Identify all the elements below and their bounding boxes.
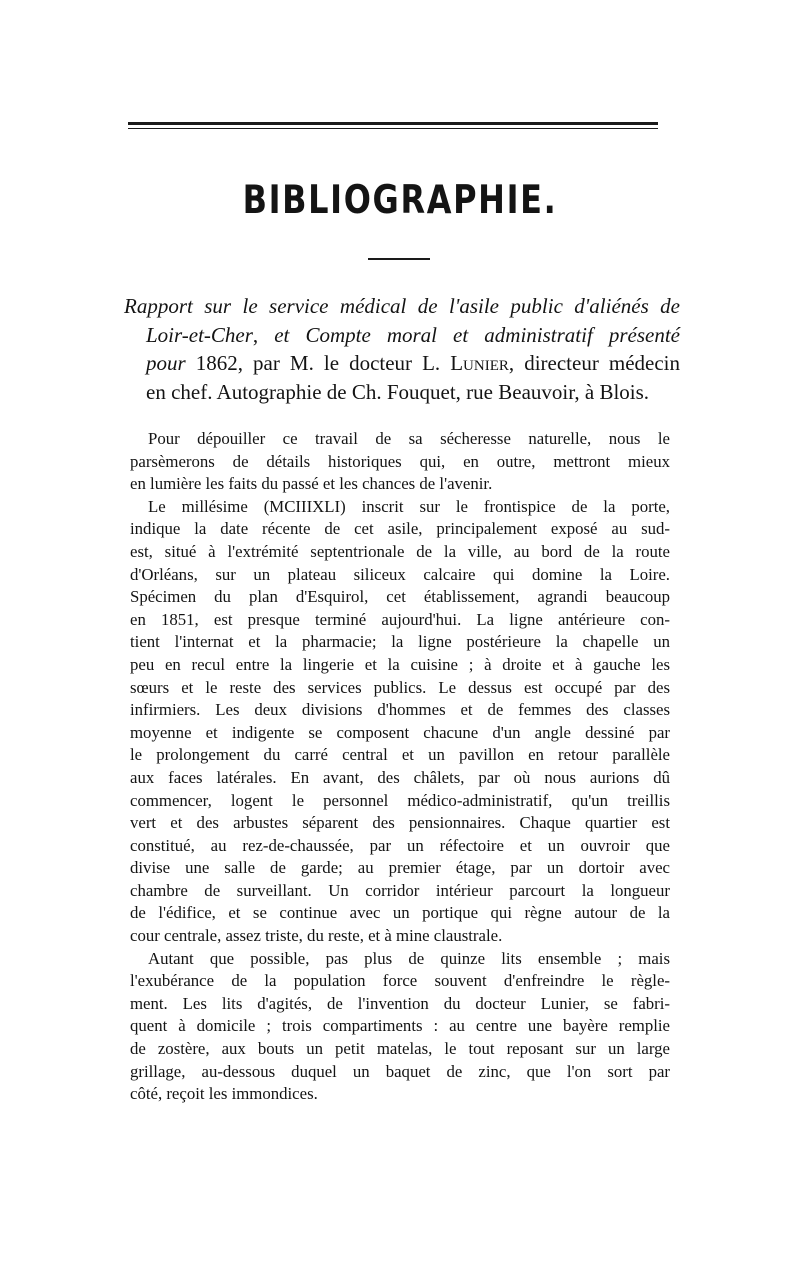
- entry-text: pour: [146, 351, 186, 375]
- text-line: moyenne et indigente se composent chacune d'un angle dessiné par: [130, 722, 670, 742]
- text-line: sœurs et le reste des services publics. Le dessus est occupé par des: [130, 677, 670, 697]
- text-line: infirmiers. Les deux divisions d'hommes et de femmes des classes: [130, 700, 670, 720]
- text-line: parsèmerons de détails historiques qui, en outre, mettront mieux: [130, 451, 670, 471]
- entry-text: 1862, par M. le docteur L.: [185, 351, 451, 375]
- entry-text: Lunier: [450, 351, 509, 375]
- text-line: tient l'internat et la pharmacie; la ligne postérieure la chapelle un: [130, 632, 670, 652]
- text-line: en 1851, est presque terminé aujourd'hui. La ligne antérieure con-: [130, 609, 670, 629]
- top-rule: [128, 122, 658, 125]
- entry-line: [124, 349, 680, 378]
- entry-text: , directeur médecin: [508, 351, 680, 375]
- text-line: chambre de surveillant. Un corridor intérieur parcourt la longueur: [130, 880, 670, 900]
- text-line: divise une salle de garde; au premier étage, par un dortoir avec: [130, 858, 670, 878]
- text-line: l'exubérance de la population force souvent d'enfreindre le règle-: [130, 971, 670, 991]
- entry-line: [124, 292, 680, 321]
- paragraph: [130, 948, 670, 1106]
- text-line: le prolongement du carré central et un pavillon en retour parallèle: [130, 745, 670, 765]
- entry-text: en chef. Autographie de Ch. Fouquet, rue Beauvoir, à Blois.: [146, 379, 650, 404]
- body-text: [130, 428, 670, 1106]
- text-line: peu en recul entre la lingerie et la cuisine ; à droite et à gauche les: [130, 654, 670, 674]
- entry-line: [124, 321, 680, 350]
- bibliographic-entry: [124, 292, 680, 406]
- text-line: de zostère, aux bouts un petit matelas, le tout reposant sur un large: [130, 1039, 670, 1059]
- text-line: en lumière les faits du passé et les chances de l'avenir.: [130, 474, 493, 494]
- paragraph: [130, 496, 670, 948]
- text-line: indique la date récente de cet asile, principalement exposé au sud-: [130, 519, 670, 539]
- text-line: cour centrale, assez triste, du reste, et à mine claustrale.: [130, 926, 503, 946]
- text-line: ment. Les lits d'agités, de l'invention du docteur Lunier, se fabri-: [130, 993, 670, 1013]
- title-divider: [368, 258, 430, 260]
- text-line: Spécimen du plan d'Esquirol, cet établissement, agrandi beaucoup: [130, 587, 670, 607]
- text-line: grillage, au-dessous duquel un baquet de zinc, que l'on sort par: [130, 1061, 670, 1081]
- entry-text: Loir-et-Cher: [146, 322, 253, 347]
- text-line: Le millésime (MCIIIXLI) inscrit sur le frontispice de la porte,: [148, 496, 670, 516]
- entry-line: [124, 378, 680, 407]
- text-line: aux faces latérales. En avant, des châlets, par où nous aurions dû: [130, 767, 670, 787]
- text-line: vert et des arbustes séparent des pensionnaires. Chaque quartier est: [130, 813, 670, 833]
- entry-text: ,: [252, 322, 275, 347]
- text-line: constitué, au rez-de-chaussée, par un réfectoire et un ouvroir que: [130, 835, 670, 855]
- entry-text: Rapport sur le service médical de l'asile public d'aliénés de: [124, 294, 680, 318]
- text-line: commencer, logent le personnel médico-administratif, qu'un treillis: [130, 790, 670, 810]
- entry-text: et Compte moral et administratif présenté: [274, 322, 680, 347]
- text-line: Autant que possible, pas plus de quinze lits ensemble ; mais: [148, 948, 670, 968]
- text-line: côté, reçoit les immondices.: [130, 1084, 318, 1104]
- text-line: d'Orléans, sur un plateau siliceux calcaire qui domine la Loire.: [130, 564, 670, 584]
- text-line: de l'édifice, et se continue avec un portique qui règne autour de la: [130, 903, 670, 923]
- text-line: quent à domicile ; trois compartiments : au centre une bayère remplie: [130, 1016, 670, 1036]
- paragraph: [130, 428, 670, 496]
- page-title: BIBLIOGRAPHIE.: [242, 178, 558, 223]
- text-line: est, situé à l'extrémité septentrionale de la ville, au bord de la route: [130, 541, 670, 561]
- text-line: Pour dépouiller ce travail de sa sécheresse naturelle, nous le: [148, 429, 670, 448]
